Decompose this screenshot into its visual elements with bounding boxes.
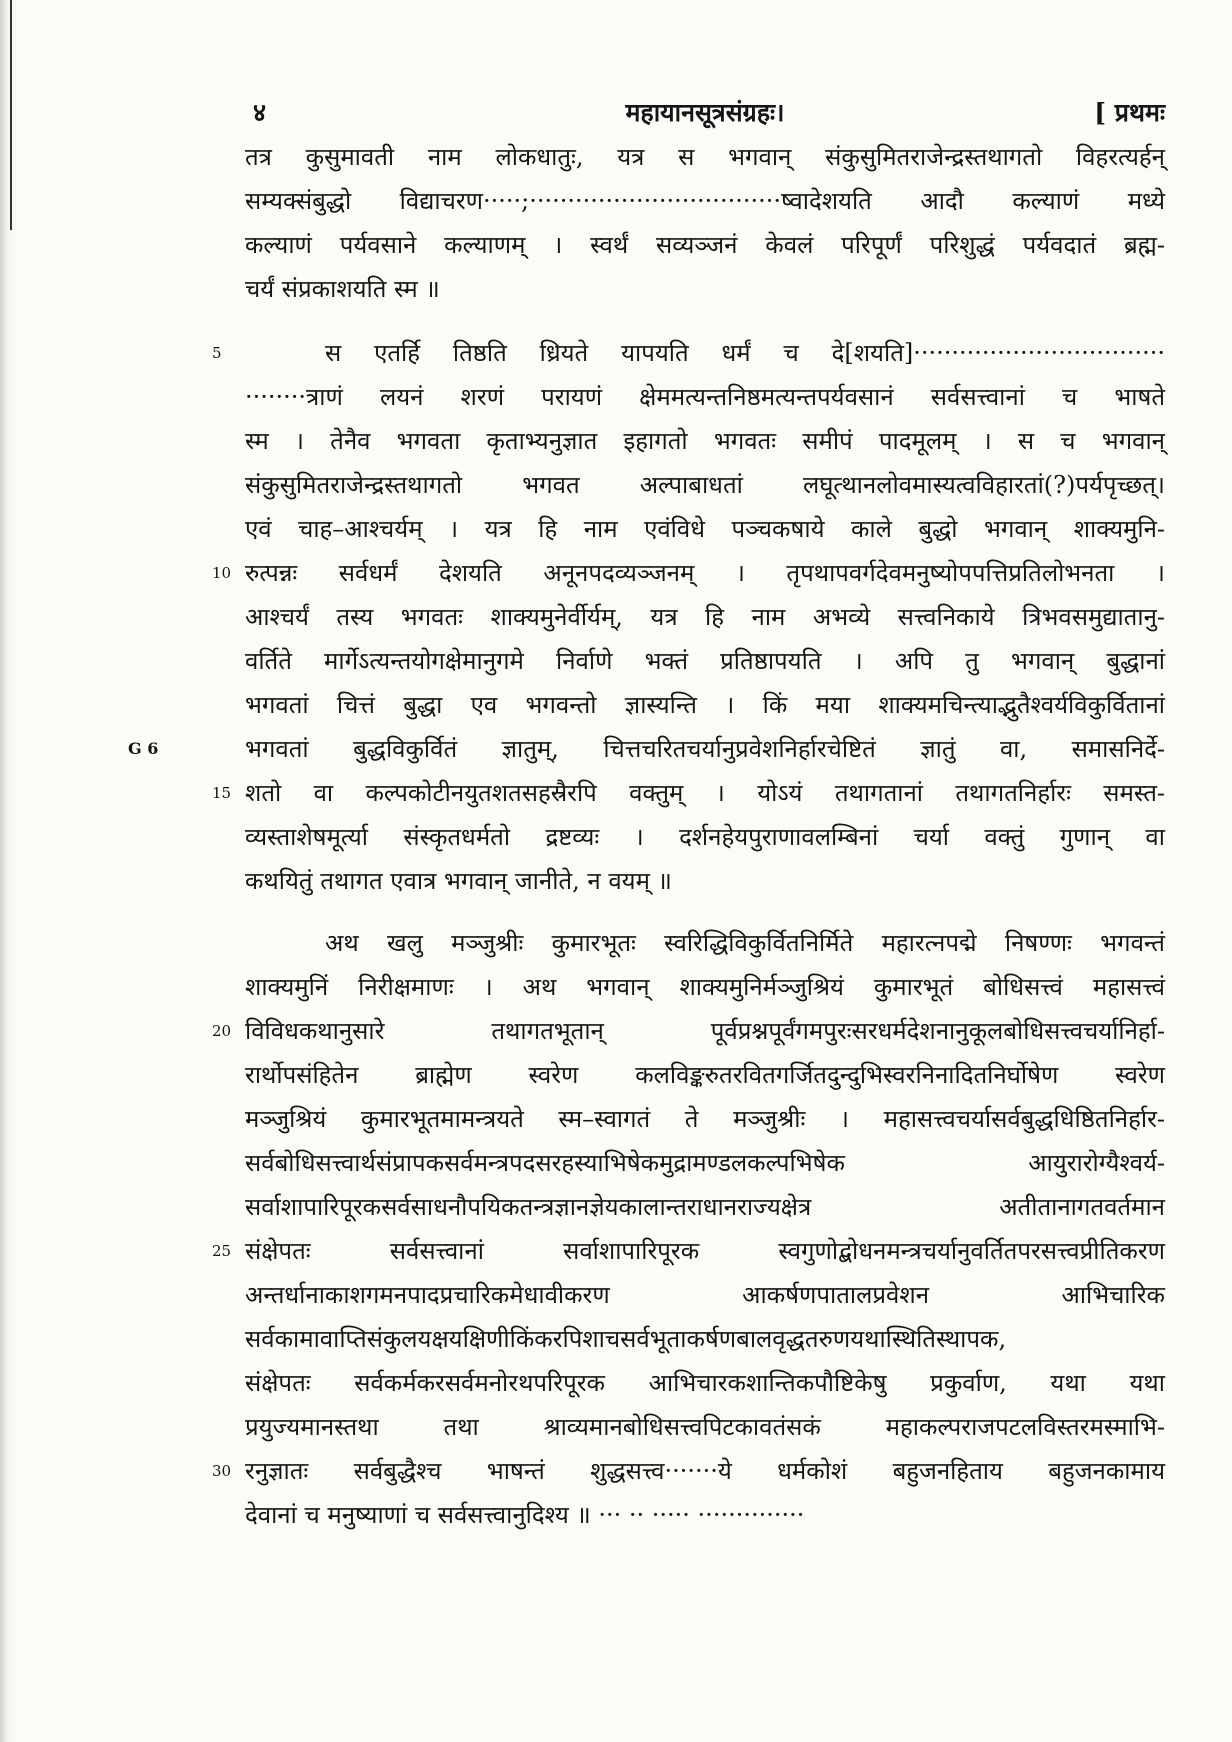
line-number: 25 [212,1242,232,1260]
text-line: सम्यक्संबुद्धो विद्याचरण·····;·································ष्वादेशयति आदौ कल्याणं मध्ये [245,187,1165,215]
line-number: 10 [212,564,232,582]
running-header [245,95,1165,135]
line-number: 5 [212,344,222,362]
margin-mark: G 6 [128,739,159,758]
text-line: शाक्यमुनिं निरीक्षमाणः । अथ भगवान् शाक्यमुनिर्मञ्जुश्रियं कुमारभूतं बोधिसत्त्वं महासत्त्वं [245,973,1165,1001]
text-line: चर्यं संप्रकाशयति स्म ॥ [245,275,440,303]
text-line: प्रयुज्यमानस्तथा तथा श्राव्यमानबोधिसत्त्वपिटकावतंसकं महाकल्पराजपटलविस्तरमस्माभि- [245,1413,1165,1441]
paragraph-3 [212,921,1165,1537]
paragraph-1 [245,135,1165,311]
paragraph-2 [128,331,1165,903]
binding-edge-line [10,0,12,230]
section-label: [ प्रथमः [1094,98,1165,127]
text-line: सर्वकामावाप्तिसंकुलयक्षयक्षिणीकिंकरपिशाचसर्वभूताकर्षणबालवृद्धतरुणयथास्थितिस्थापक, [245,1325,1007,1353]
page-binding-shadow [0,0,18,1742]
line-number: 30 [212,1462,232,1480]
text-line: अन्तर्धानाकाशगमनपादप्रचारिकमेधावीकरण आकर्षणपातालप्रवेशन आभिचारिक [245,1281,1165,1309]
text-line: स्म । तेनैव भगवता कृताभ्यनुज्ञात इहागतो भगवतः समीपं पादमूलम् । स च भगवान् [245,427,1165,455]
text-line: कथयितुं तथागत एवात्र भगवान् जानीते, न वयम् ॥ [245,867,672,895]
running-title: महायानसूत्रसंग्रहः। [625,98,785,127]
text-line: 25 संक्षेपतः सर्वसत्त्वानां सर्वाशापारिपूरक स्वगुणोद्बोधनमन्त्रचर्यानुवर्तितपरसत्त्वप्रीतिकरण [245,1229,1165,1273]
line-number: 15 [212,784,232,802]
text-line: देवानां च मनुष्याणां च सर्वसत्त्वानुदिश्य ॥ ··· ·· ····· ·············· [245,1501,805,1529]
text-line: वर्तिते मार्गेऽत्यन्तयोगक्षेमानुगमे निर्वाणे भक्तं प्रतिष्ठापयति । अपि तु भगवान् बुद्धानां [245,647,1165,675]
text-line: संकुसुमितराजेन्द्रस्तथागतो भगवत अल्पाबाधतां लघूत्थानलोवमास्यत्वविहारतां(?)पर्यपृच्छत्। [245,471,1165,499]
text-line: रार्थोपसंहितेन ब्राह्मेण स्वरेण कलविङ्करुतरवितगर्जितदुन्दुभिस्वरनिनादितनिर्घोषेण स्वरेण [245,1061,1165,1089]
text-line: 30 रनुज्ञातः सर्वबुद्धैश्च भाषन्तं शुद्धसत्त्व·······ये धर्मकोशं बहुजनहिताय बहुजनकामाय [245,1449,1165,1493]
text-line: 10 रुत्पन्नः सर्वधर्मं देशयति अनूनपदव्यञ्जनम् । तृपथापवर्गदेवमनुष्योपपत्तिप्रतिलोभनता । [245,551,1165,595]
text-line: व्यस्ताशेषमूर्त्या संस्कृतधर्मतो द्रष्टव्यः । दर्शनहेयपुराणावलम्बिनां चर्या वक्तुं गुणान् वा [245,823,1165,851]
page-number: ४ [253,98,267,127]
text-line: एवं चाह–आश्चर्यम् । यत्र हि नाम एवंविधे पञ्चकषाये काले बुद्धो भगवान् शाक्यमुनि- [245,515,1165,543]
text-line: अथ खलु मञ्जुश्रीः कुमारभूतः स्वरिद्धिविकुर्वितनिर्मिते महारत्नपद्मे निषण्णः भगवन्तं [325,929,1165,957]
text-line: 20 विविधकथानुसारे तथागतभूतान् पूर्वप्रश्नपूर्वंगमपुरःसरधर्मदेशनानुकूलबोधिसत्त्वचर्यानिर्हा- [245,1009,1165,1053]
text-line: तत्र कुसुमावती नाम लोकधातुः, यत्र स भगवान् संकुसुमितराजेन्द्रस्तथागतो विहरत्यर्हन् [245,143,1165,171]
text-line: ········त्राणं लयनं शरणं परायणं क्षेममत्यन्तनिष्ठमत्यन्तपर्यवसानं सर्वसत्त्वानां च भाषते [245,383,1165,411]
text-line: मञ्जुश्रियं कुमारभूतमामन्त्रयते स्म–स्वागतं ते मञ्जुश्रीः । महासत्त्वचर्यासर्वबुद्धधिष्ठितनिर्हार- [245,1105,1165,1133]
line-number: 20 [212,1022,232,1040]
text-line: संक्षेपतः सर्वकर्मकरसर्वमनोरथपरिपूरक आभिचारकशान्तिकपौष्टिकेषु प्रकुर्वाण, यथा यथा [245,1369,1165,1397]
text-line: आश्चर्यं तस्य भगवतः शाक्यमुनेर्वीर्यम्, यत्र हि नाम अभव्ये सत्त्वनिकाये त्रिभवसमुद्यातानु- [245,603,1165,631]
text-line: सर्वबोधिसत्त्वार्थसंप्रापकसर्वमन्त्रपदसरहस्याभिषेकमुद्रामण्डलकल्पभिषेक आयुरारोग्यैश्वर्य- [245,1149,1165,1177]
book-page [128,95,1165,1695]
text-line: भगवतां चित्तं बुद्धा एव भगवन्तो ज्ञास्यन्ति । किं मया शाक्यमचिन्त्याद्भुतैश्वर्यविकुर्वितानां [245,691,1165,719]
text-line: सर्वाशापारिपूरकसर्वसाधनौपयिकतन्त्रज्ञानज्ञेयकालान्तराधानराज्यक्षेत्र अतीतानागतवर्तमान [245,1193,1165,1221]
text-line: कल्याणं पर्यवसाने कल्याणम् । स्वर्थं सव्यञ्जनं केवलं परिपूर्णं परिशुद्धं पर्यवदातं ब्रह्म- [245,231,1165,259]
text-line: 5 स एतर्हि तिष्ठति ध्रियते यापयति धर्मं च दे[शयति]································· [245,331,1165,375]
text-line: 15 शतो वा कल्पकोटीनयुतशतसहस्रैरपि वक्तुम् । योऽयं तथागतानां तथागतनिर्हारः समस्त- [245,771,1165,815]
text-line: G 6 भगवतां बुद्धविकुर्वितं ज्ञातुम्, चित्तचरितचर्यानुप्रवेशनिर्हारचेष्टितं ज्ञातुं वा, समासनिर्दे- [245,727,1165,771]
